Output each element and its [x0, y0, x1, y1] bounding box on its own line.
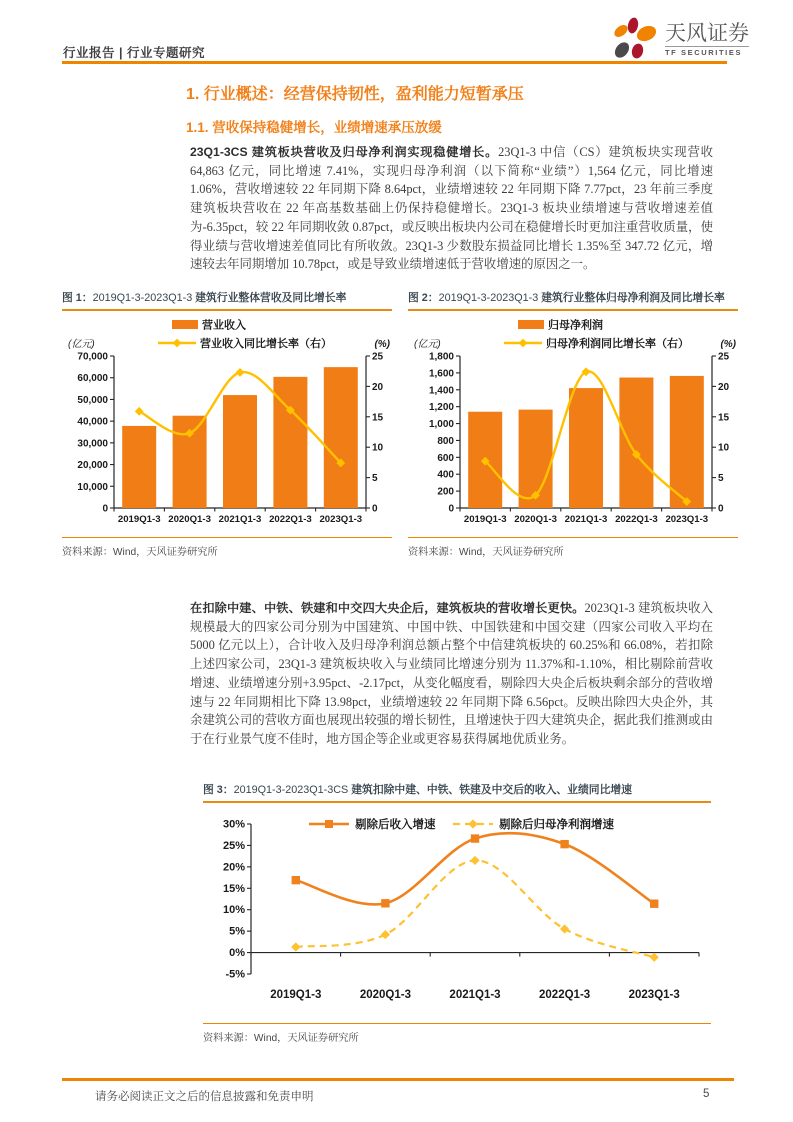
svg-text:5: 5 [718, 473, 724, 485]
svg-text:(亿元): (亿元) [414, 339, 441, 350]
brand-name-en: TF SECURITIES [665, 46, 749, 57]
page-number: 5 [703, 1088, 710, 1100]
svg-text:25: 25 [372, 351, 384, 363]
svg-text:0: 0 [372, 503, 378, 515]
svg-text:2022Q1-3: 2022Q1-3 [615, 514, 658, 525]
svg-text:5%: 5% [229, 925, 245, 938]
svg-text:1,000: 1,000 [428, 419, 454, 431]
svg-text:5: 5 [372, 473, 378, 485]
svg-text:25%: 25% [222, 839, 245, 852]
svg-text:营业收入: 营业收入 [202, 319, 246, 332]
svg-text:2019Q1-3: 2019Q1-3 [463, 514, 507, 525]
footer-disclaimer: 请务必阅读正文之后的信息披露和免责申明 [95, 1091, 314, 1103]
svg-text:20: 20 [372, 381, 384, 393]
svg-text:1,400: 1,400 [428, 385, 454, 397]
svg-text:10: 10 [372, 442, 384, 454]
header-divider [62, 61, 727, 64]
paragraph-2-lead: 在扣除中建、中铁、铁建和中交四大央企后，建筑板块的营收增长更快。 [190, 601, 585, 615]
paragraph-1-lead: 23Q1-3CS 建筑板块营收及归母净利润实现稳健增长。 [190, 145, 499, 159]
svg-text:600: 600 [437, 452, 454, 464]
svg-text:200: 200 [437, 486, 454, 498]
svg-text:2023Q1-3: 2023Q1-3 [319, 514, 363, 525]
section-heading: 1. 行业概述：经营保持韧性，盈利能力短暂承压 [186, 86, 524, 103]
figure-2 [408, 292, 738, 558]
paragraph-1 [190, 143, 713, 274]
svg-text:30,000: 30,000 [77, 438, 108, 450]
svg-text:70,000: 70,000 [77, 351, 108, 363]
svg-text:60,000: 60,000 [77, 373, 108, 385]
paragraph-2-body: 2023Q1-3 建筑板块收入规模最大的四家公司分别为中国建筑、中国中铁、中国铁建和中国交建（四家公司收入平均在 5000 亿元以上），合计收入及归母净利润总额占整个中信建筑板块的 60.25%和 66.08%，若扣除上述四家公司，23Q1-3 建筑板块收入与业绩同比增速分别为 11.37%和-1.10%，相比剔除前营收增速、业绩增速分别+3.95pct、-2.17pct，从变化幅度看，剔除四大央企后板块剩余部分的营收增速与 22 年同期相比下降 13.98pct，业绩增速较 22 年同期下降 6.56pct。反映出除四大央企外，其余建筑公司的营收方面也展现出较强的增长韧性，且增速快于四大建筑央企，据此我们推测或由于在行业景气度不佳时，地方国企等企业或更容易获得属地优质业务。 [190, 601, 714, 746]
svg-text:2022Q1-3: 2022Q1-3 [539, 989, 591, 1001]
svg-text:25: 25 [718, 351, 730, 363]
figures-row [62, 292, 738, 558]
paragraph-2 [190, 599, 713, 749]
svg-text:1,600: 1,600 [428, 368, 454, 380]
svg-text:40,000: 40,000 [77, 416, 108, 428]
svg-text:10,000: 10,000 [77, 481, 108, 493]
figure-3 [203, 784, 711, 1044]
report-type-label: 行业报告 | 行业专题研究 [63, 46, 205, 60]
svg-text:30%: 30% [222, 818, 245, 831]
svg-text:0%: 0% [229, 947, 245, 960]
paragraph-1-body: 23Q1-3 中信（CS）建筑板块实现营收 64,863 亿元，同比增速 7.41%，实现归母净利润（以下简称“业绩”）1,564 亿元，同比增速 1.06%，营收增速较 22 年同期下降 8.64pct，业绩增速较 22 年同期下降 7.77pct，23 年前三季度建筑板块营收在 22 年高基数基础上仍保持稳健增长。23Q1-3 板块业绩增速与营收增速差值为-6.35pct，较 22 年同期收敛 0.87pct，或反映出板块内公司在稳健增长时更加注重营收质量，使得业绩与营收增速差值同比有所收敛。23Q1-3 少数股东损益同比增长 1.35%至 347.72 亿元，增速较去年同期增加 10.78pct，或是导致业绩增速低于营收增速的原因之一。 [190, 145, 714, 272]
subsection-heading: 1.1. 营收保持稳健增长，业绩增速承压放缓 [186, 120, 442, 135]
svg-text:1,800: 1,800 [428, 351, 454, 363]
figure-1 [62, 292, 392, 558]
svg-text:2019Q1-3: 2019Q1-3 [117, 514, 161, 525]
svg-text:0: 0 [718, 503, 724, 515]
svg-text:剔除后收入增速: 剔除后收入增速 [355, 819, 436, 831]
brand-name-cn: 天风证券 [665, 21, 749, 45]
figure-2-source: 资料来源：Wind，天风证券研究所 [408, 537, 738, 558]
svg-text:0: 0 [102, 503, 108, 515]
svg-text:50,000: 50,000 [77, 394, 108, 406]
svg-text:2021Q1-3: 2021Q1-3 [449, 989, 501, 1001]
net-profit-combo-chart [408, 316, 738, 534]
revenue-combo-chart [62, 316, 392, 534]
tf-securities-logo [612, 17, 749, 61]
svg-text:(%): (%) [720, 339, 736, 350]
figure-3-caption: 图 3：2019Q1-3-2023Q1-3CS 建筑扣除中建、中铁、铁建及中交后的收入、业绩同比增速 [203, 784, 632, 796]
svg-text:-5%: -5% [225, 968, 245, 981]
excl-top4-growth-line-chart [203, 808, 711, 1020]
svg-text:2023Q1-3: 2023Q1-3 [628, 989, 680, 1001]
svg-text:2023Q1-3: 2023Q1-3 [665, 514, 709, 525]
svg-text:2020Q1-3: 2020Q1-3 [359, 989, 411, 1001]
svg-text:剔除后归母净利润增速: 剔除后归母净利润增速 [499, 819, 614, 831]
footer-divider [62, 1078, 734, 1081]
svg-text:2020Q1-3: 2020Q1-3 [168, 514, 211, 525]
svg-text:2019Q1-3: 2019Q1-3 [270, 989, 322, 1001]
svg-text:10%: 10% [222, 904, 245, 917]
svg-text:400: 400 [437, 469, 454, 481]
figure-1-caption-rule [62, 309, 392, 311]
figure-1-source: 资料来源：Wind，天风证券研究所 [62, 537, 392, 558]
svg-text:15%: 15% [222, 882, 245, 895]
figure-3-caption-rule [203, 801, 711, 803]
svg-text:(亿元): (亿元) [68, 339, 95, 350]
figure-3-source: 资料来源：Wind，天风证券研究所 [203, 1023, 711, 1044]
figure-1-caption: 图 1：2019Q1-3-2023Q1-3 建筑行业整体营收及同比增长率 [62, 292, 347, 304]
svg-text:1,200: 1,200 [428, 402, 454, 414]
svg-text:(%): (%) [374, 339, 390, 350]
svg-text:营业收入同比增长率（右）: 营业收入同比增长率（右） [200, 338, 332, 350]
figure-2-caption-rule [408, 309, 738, 311]
svg-text:归母净利润: 归母净利润 [548, 319, 603, 332]
svg-text:2021Q1-3: 2021Q1-3 [564, 514, 608, 525]
svg-text:10: 10 [718, 442, 730, 454]
logo-petals-icon [612, 17, 658, 61]
svg-text:2022Q1-3: 2022Q1-3 [269, 514, 312, 525]
svg-text:20,000: 20,000 [77, 460, 108, 472]
svg-text:800: 800 [437, 435, 454, 447]
svg-text:15: 15 [718, 412, 730, 424]
svg-text:15: 15 [372, 412, 384, 424]
svg-text:20: 20 [718, 381, 730, 393]
svg-text:2020Q1-3: 2020Q1-3 [514, 514, 557, 525]
svg-text:20%: 20% [222, 861, 245, 874]
svg-text:归母净利润同比增长率（右）: 归母净利润同比增长率（右） [546, 338, 689, 350]
svg-text:2021Q1-3: 2021Q1-3 [218, 514, 262, 525]
svg-text:0: 0 [448, 503, 454, 515]
figure-2-caption: 图 2：2019Q1-3-2023Q1-3 建筑行业整体归母净利润及同比增长率 [408, 292, 725, 304]
